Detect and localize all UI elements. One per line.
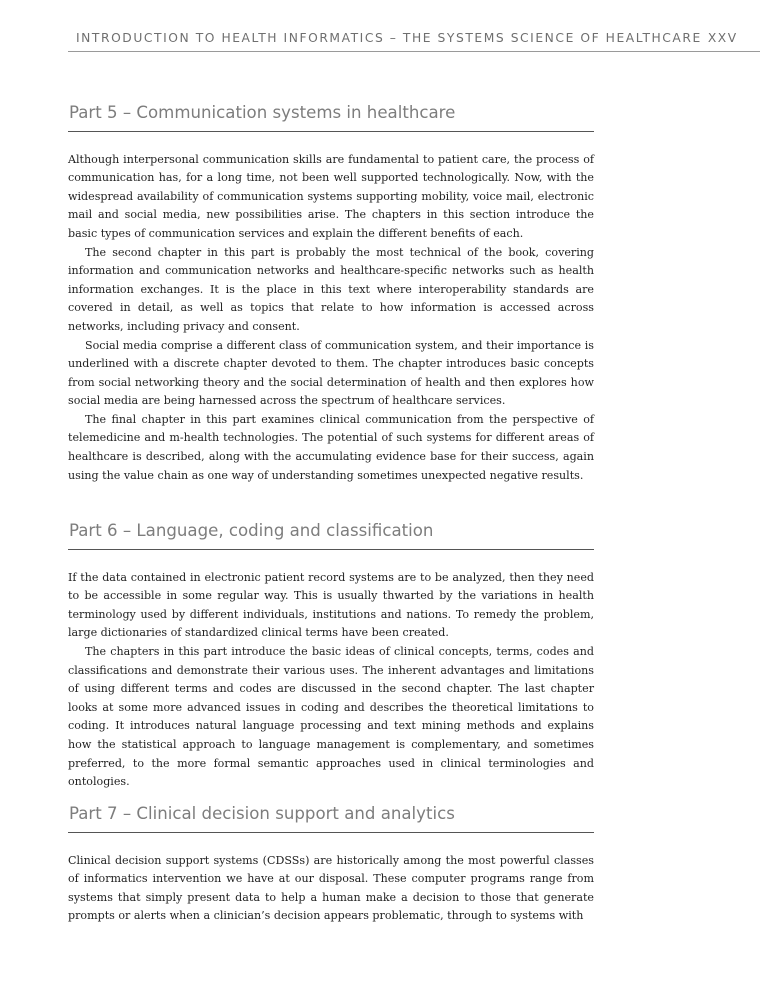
- paragraph: The final chapter in this part examines clinical communication from the perspective of telemedicine and m-health technologies. The potential of such systems for different areas of healthcare is described, along with the accumulating evidence base for their success, again using the value chain as one way of understanding sometimes unexpected negative results.: [68, 412, 594, 482]
- paragraph: The second chapter in this part is probably the most technical of the book, covering information and communication networks and healthcare-specific networks such as health information exchanges. It is the place in this text where interoperability standards are covered in detail, as well as topics that relate to how information is accessed across networks, including privacy and consent.: [68, 245, 594, 333]
- section-body: [68, 852, 594, 926]
- section-heading: Part 7 – Clinical decision support and analytics: [68, 803, 594, 833]
- paragraph: Although interpersonal communication skills are fundamental to patient care, the process of communication has, for a long time, not been well supported technologically. Now, with the widespread availability of communication systems supporting mobility, voice mail, electronic mail and social media, new possibilities arise. The chapters in this section introduce the basic types of communication services and explain the different benefits of each.: [68, 152, 594, 240]
- running-header: [76, 31, 768, 45]
- section-part-5: [68, 102, 594, 485]
- running-title: INTRODUCTION TO HEALTH INFORMATICS – THE SYSTEMS SCIENCE OF HEALTHCARE: [76, 31, 702, 45]
- section-heading: Part 5 – Communication systems in healthcare: [68, 102, 594, 132]
- paragraph: Social media comprise a different class of communication system, and their importance is underlined with a discrete chapter devoted to them. The chapter introduces basic concepts from social networking theory and the social determination of health and then explores how social media are being harnessed across the spectrum of healthcare services.: [68, 338, 594, 408]
- section-heading: Part 6 – Language, coding and classification: [68, 520, 594, 550]
- section-body: [68, 151, 594, 486]
- section-part-6: [68, 520, 594, 792]
- paragraph: Clinical decision support systems (CDSSs) are historically among the most powerful classes of informatics intervention we have at our disposal. These computer programs range from systems that simply present data to help a human make a decision to those that generate prompts or alerts when a clinician’s decision appears problematic, through to systems with: [68, 853, 594, 923]
- section-part-7: [68, 803, 594, 926]
- paragraph: If the data contained in electronic patient record systems are to be analyzed, then they need to be accessible in some regular way. This is usually thwarted by the variations in health terminology used by different individuals, institutions and nations. To remedy the problem, large dictionaries of standardized clinical terms have been created.: [68, 570, 594, 640]
- header-rule: [68, 51, 760, 52]
- page-number: XXV: [707, 31, 738, 45]
- section-body: [68, 569, 594, 792]
- paragraph: The chapters in this part introduce the basic ideas of clinical concepts, terms, codes and classifications and demonstrate their various uses. The inherent advantages and limitations of using different terms and codes are discussed in the second chapter. The last chapter looks at some more advanced issues in coding and describes the theoretical limitations to coding. It introduces natural language processing and text mining methods and explains how the statistical approach to language management is complementary, and sometimes preferred, to the more formal semantic approaches used in clinical terminologies and ontologies.: [68, 644, 594, 789]
